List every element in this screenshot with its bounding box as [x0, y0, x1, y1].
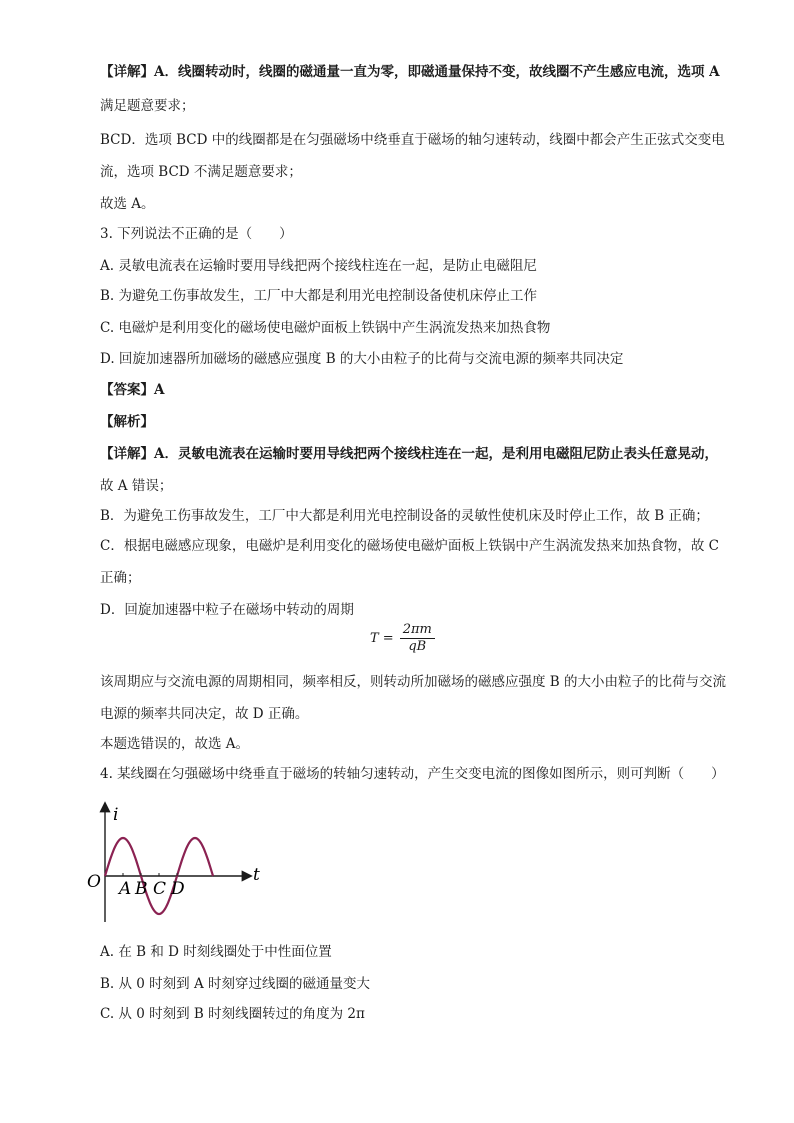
text-line-l25: C. 从 0 时刻到 B 时刻线圈转过的角度为 2π [100, 1006, 365, 1022]
text-line-l15: B．为避免工伤事故发生，工厂中大都是利用光电控制设备的灵敏性使机床及时停止工作，故 B 正确； [100, 508, 709, 524]
formula-fraction [400, 622, 435, 655]
text-line-l14: 故 A 错误； [100, 478, 173, 494]
text-line-l3: BCD．选项 BCD 中的线圈都是在匀强磁场中绕垂直于磁场的轴匀速转动，线圈中都会产生正弦式交变电 [100, 132, 725, 148]
text-line-l21: 本题选错误的，故选 A。 [100, 736, 250, 752]
current-graph [85, 800, 270, 930]
text-line-l19: 该周期应与交流电源的周期相同，频率相反，则转动所加磁场的磁感应强度 B 的大小由粒子的比荷与交流 [100, 674, 727, 690]
text-line-l23: A. 在 B 和 D 时刻线圈处于中性面位置 [100, 944, 332, 960]
text-line-l22: 4. 某线圈在匀强磁场中绕垂直于磁场的转轴匀速转动，产生交变电流的图像如图所示，则可判断（ ） [100, 766, 725, 782]
point-label-D: D [171, 879, 185, 899]
text-line-l24: B. 从 0 时刻到 A 时刻穿过线圈的磁通量变大 [100, 976, 371, 992]
text-line-l17: 正确； [100, 570, 141, 586]
text-line-l11: 【答案】A [100, 382, 165, 398]
text-line-l8: B. 为避免工伤事故发生，工厂中大都是利用光电控制设备使机床停止工作 [100, 288, 538, 304]
text-line-l18: D．回旋加速器中粒子在磁场中转动的周期 [100, 602, 354, 618]
period-formula [370, 622, 435, 655]
text-line-l6: 3. 下列说法不正确的是（ ） [100, 226, 293, 242]
text-line-l4: 流，选项 BCD 不满足题意要求； [100, 164, 302, 180]
formula-lhs: T = [370, 631, 394, 646]
origin-label: O [87, 872, 101, 892]
text-line-l12: 【解析】 [100, 414, 154, 430]
text-line-l20: 电源的频率共同决定，故 D 正确。 [100, 706, 309, 722]
text-line-l13: 【详解】A．灵敏电流表在运输时要用导线把两个接线柱连在一起，是利用电磁阻尼防止表头任意晃动， [100, 446, 718, 462]
point-label-C: C [153, 879, 167, 899]
point-label-A: A [119, 879, 132, 899]
text-line-l7: A. 灵敏电流表在运输时要用导线把两个接线柱连在一起，是防止电磁阻尼 [100, 258, 537, 274]
text-line-l1: 【详解】A．线圈转动时，线圈的磁通量一直为零，即磁通量保持不变，故线圈不产生感应电流，选项 A [100, 64, 720, 80]
formula-numerator: 2πm [400, 622, 435, 639]
text-line-l16: C．根据电磁感应现象，电磁炉是利用变化的磁场使电磁炉面板上铁锅中产生涡流发热来加热食物，故 C [100, 538, 719, 554]
y-axis-label: i [113, 805, 119, 825]
point-label-B: B [135, 879, 148, 899]
text-line-l9: C. 电磁炉是利用变化的磁场使电磁炉面板上铁锅中产生涡流发热来加热食物 [100, 320, 551, 336]
text-line-l2: 满足题意要求； [100, 98, 195, 114]
x-axis-label: t [253, 865, 260, 885]
formula-denominator: qB [408, 639, 427, 654]
text-line-l10: D. 回旋加速器所加磁场的磁感应强度 B 的大小由粒子的比荷与交流电源的频率共同决定 [100, 351, 624, 367]
text-line-l5: 故选 A。 [100, 196, 155, 212]
